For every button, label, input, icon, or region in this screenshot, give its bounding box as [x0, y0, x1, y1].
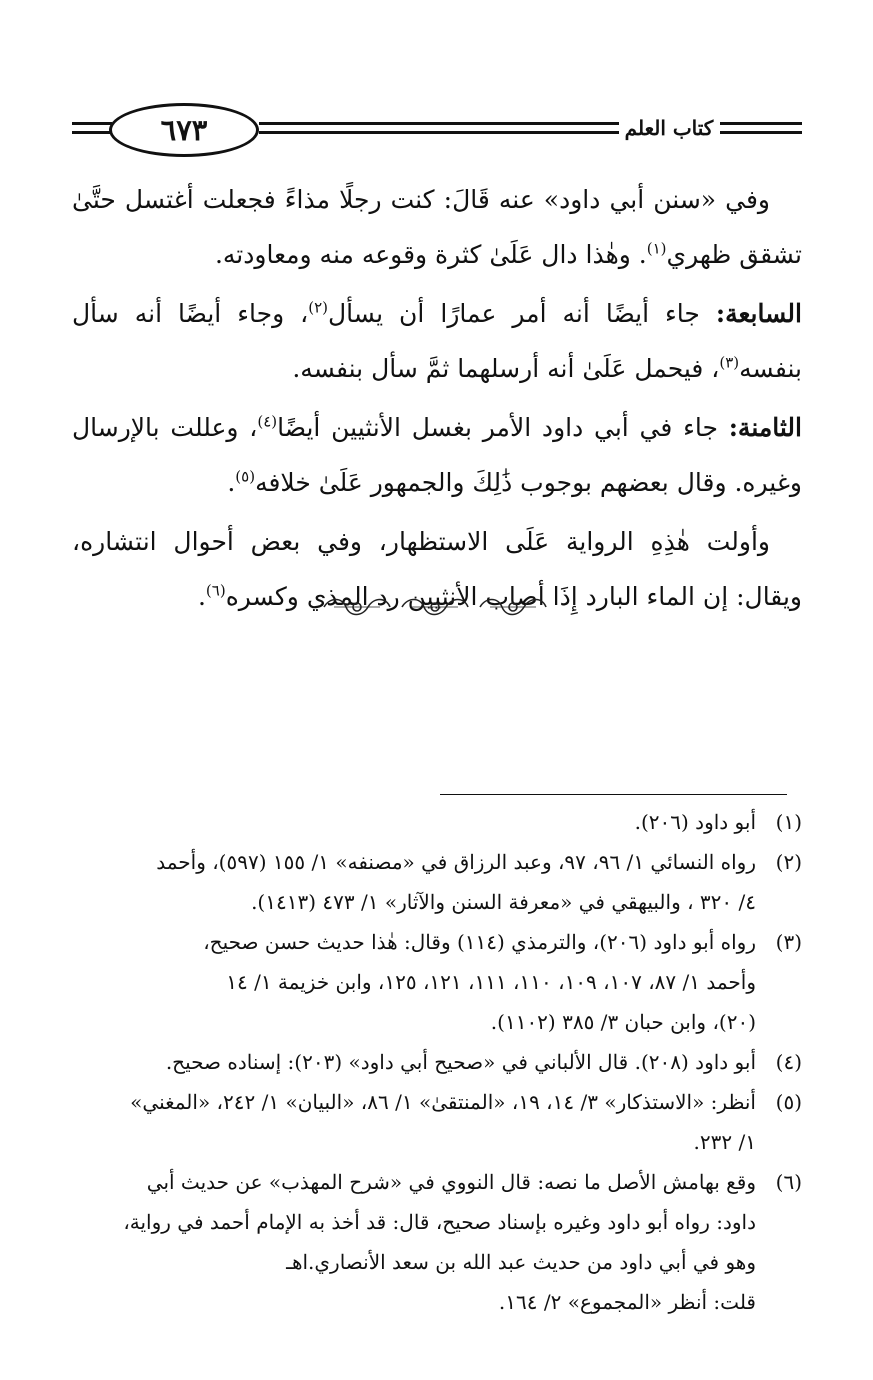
footnote-text [72, 1082, 756, 1162]
footnote-line: رواه أبو داود (٢٠٦)، والترمذي (١١٤) وقال: هٰذا حديث حسن صحيح، [203, 930, 756, 954]
footnote-item [72, 842, 802, 922]
footnote-ref: (١) [646, 239, 667, 258]
header-rule-left-bottom [72, 131, 112, 134]
text-run: . وهٰذا دال عَلَىٰ كثرة وقوعه منه ومعاودته. [214, 240, 647, 269]
footnote-ref: (٣) [719, 353, 740, 372]
footnote-number: (٣) [775, 930, 802, 954]
footnote-item [72, 1042, 802, 1082]
text-run: ، وجاء أيضًا أنه سأل بنفسه [72, 299, 802, 383]
paragraph-3 [72, 400, 802, 510]
footnote-text [72, 1042, 756, 1082]
text-run: . [197, 582, 206, 611]
footnote-line: داود: رواه أبو داود وغيره بإسناد صحيح، قال: قد أخذ به الإمام أحمد في رواية، [123, 1210, 756, 1234]
footnote-number: (٥) [775, 1090, 802, 1114]
footnote-line: وهو في أبي داود من حديث عبد الله بن سعد الأنصاري.اهـ [286, 1250, 756, 1274]
footnotes [72, 802, 802, 1322]
footnote-line: أبو داود (٢٠٦). [634, 810, 756, 834]
page-number: ٦٧٣ [160, 113, 208, 147]
footnote-number: (٢) [775, 850, 802, 874]
header-rule-left-top [72, 122, 112, 125]
footnote-text [72, 802, 756, 842]
header-rule-middle-top [259, 122, 619, 125]
paragraph-1 [72, 172, 802, 282]
text-run: جاء في أبي داود الأمر بغسل الأنثيين أيضًا [277, 413, 729, 442]
footnote-text [72, 842, 756, 922]
text-run: وأولت هٰذِهِ الرواية عَلَى الاستظهار، وفي بعض أحوال انتشاره، ويقال: إن الماء البارد إِذَا أصاب الأنثيين رد المذي وكسره [72, 527, 802, 611]
text-run: وفي «سنن أبي داود» عنه قَالَ: كنت رجلًا مذاءً فجعلت أغتسل حتَّىٰ تشقق ظهري [72, 185, 802, 269]
ornament-unit [402, 600, 468, 615]
footnote-line: أبو داود (٢٠٨). قال الألباني في «صحيح أبي داود» (٢٠٣): إسناده صحيح. [165, 1050, 756, 1074]
page-number-oval [109, 103, 259, 157]
footnote-text [72, 1162, 756, 1322]
text-run: ، وعللت بالإرسال وغيره. وقال بعضهم بوجوب ذَٰلِكَ والجمهور عَلَىٰ خلافه [72, 413, 802, 497]
footnote-item [72, 802, 802, 842]
footnote-number: (٦) [775, 1170, 802, 1194]
footnote-line: وأحمد ١/ ٨٧، ١٠٧، ١٠٩، ١١٠، ١١١، ١٢١، ١٢٥، وابن خزيمة ١/ ١٤ [226, 970, 756, 994]
footnote-line: رواه النسائي ١/ ٩٦، ٩٧، وعبد الرزاق في «مصنفه» ١/ ١٥٥ (٥٩٧)، وأحمد [156, 850, 756, 874]
footnote-line: وقع بهامش الأصل ما نصه: قال النووي في «شرح المهذب» عن حديث أبي [146, 1170, 756, 1194]
footnote-text [72, 922, 756, 1042]
text-run: جاء أيضًا أنه أمر عمارًا أن يسأل [328, 299, 716, 328]
header-rule-middle-bottom [259, 131, 619, 134]
footnote-number: (٤) [775, 1050, 802, 1074]
text-run: . [227, 468, 236, 497]
section-label-seventh: السابعة: [715, 299, 802, 328]
section-ornament [320, 592, 552, 622]
footnote-line: قلت: أنظر «المجموع» ٢/ ١٦٤. [498, 1290, 756, 1314]
page-header [72, 100, 802, 160]
footnote-separator [440, 794, 787, 795]
footnote-item [72, 1162, 802, 1322]
ornament-unit [480, 600, 546, 615]
footnote-ref: (٦) [205, 581, 226, 600]
text-run: ، فيحمل عَلَىٰ أنه أرسلهما ثمَّ سأل بنفسه. [292, 354, 720, 383]
header-rule-right-top [720, 122, 802, 125]
footnote-line: ٤/ ٣٢٠ ، والبيهقي في «معرفة السنن والآثار» ١/ ٤٧٣ (١٤١٣). [251, 890, 756, 914]
footnote-line: ١/ ٢٣٢. [693, 1130, 756, 1154]
section-label-eighth: الثامنة: [728, 413, 802, 442]
ornament-unit [324, 600, 390, 615]
header-rule-right-bottom [720, 131, 802, 134]
footnote-ref: (٢) [308, 298, 329, 317]
footnote-line: أنظر: «الاستذكار» ٣/ ١٤، ١٩، «المنتقىٰ» ١/ ٨٦، «البيان» ١/ ٢٤٢، «المغني» [130, 1090, 756, 1114]
footnote-ref: (٥) [235, 467, 256, 486]
footnote-line: (٢٠)، وابن حبان ٣/ ٣٨٥ (١١٠٢). [490, 1010, 756, 1034]
footnote-number: (١) [775, 810, 802, 834]
footnote-item [72, 922, 802, 1042]
footnote-ref: (٤) [257, 412, 278, 431]
main-text [72, 172, 802, 628]
footnote-item [72, 1082, 802, 1162]
paragraph-2 [72, 286, 802, 396]
running-title: كتاب العلم [624, 116, 714, 140]
